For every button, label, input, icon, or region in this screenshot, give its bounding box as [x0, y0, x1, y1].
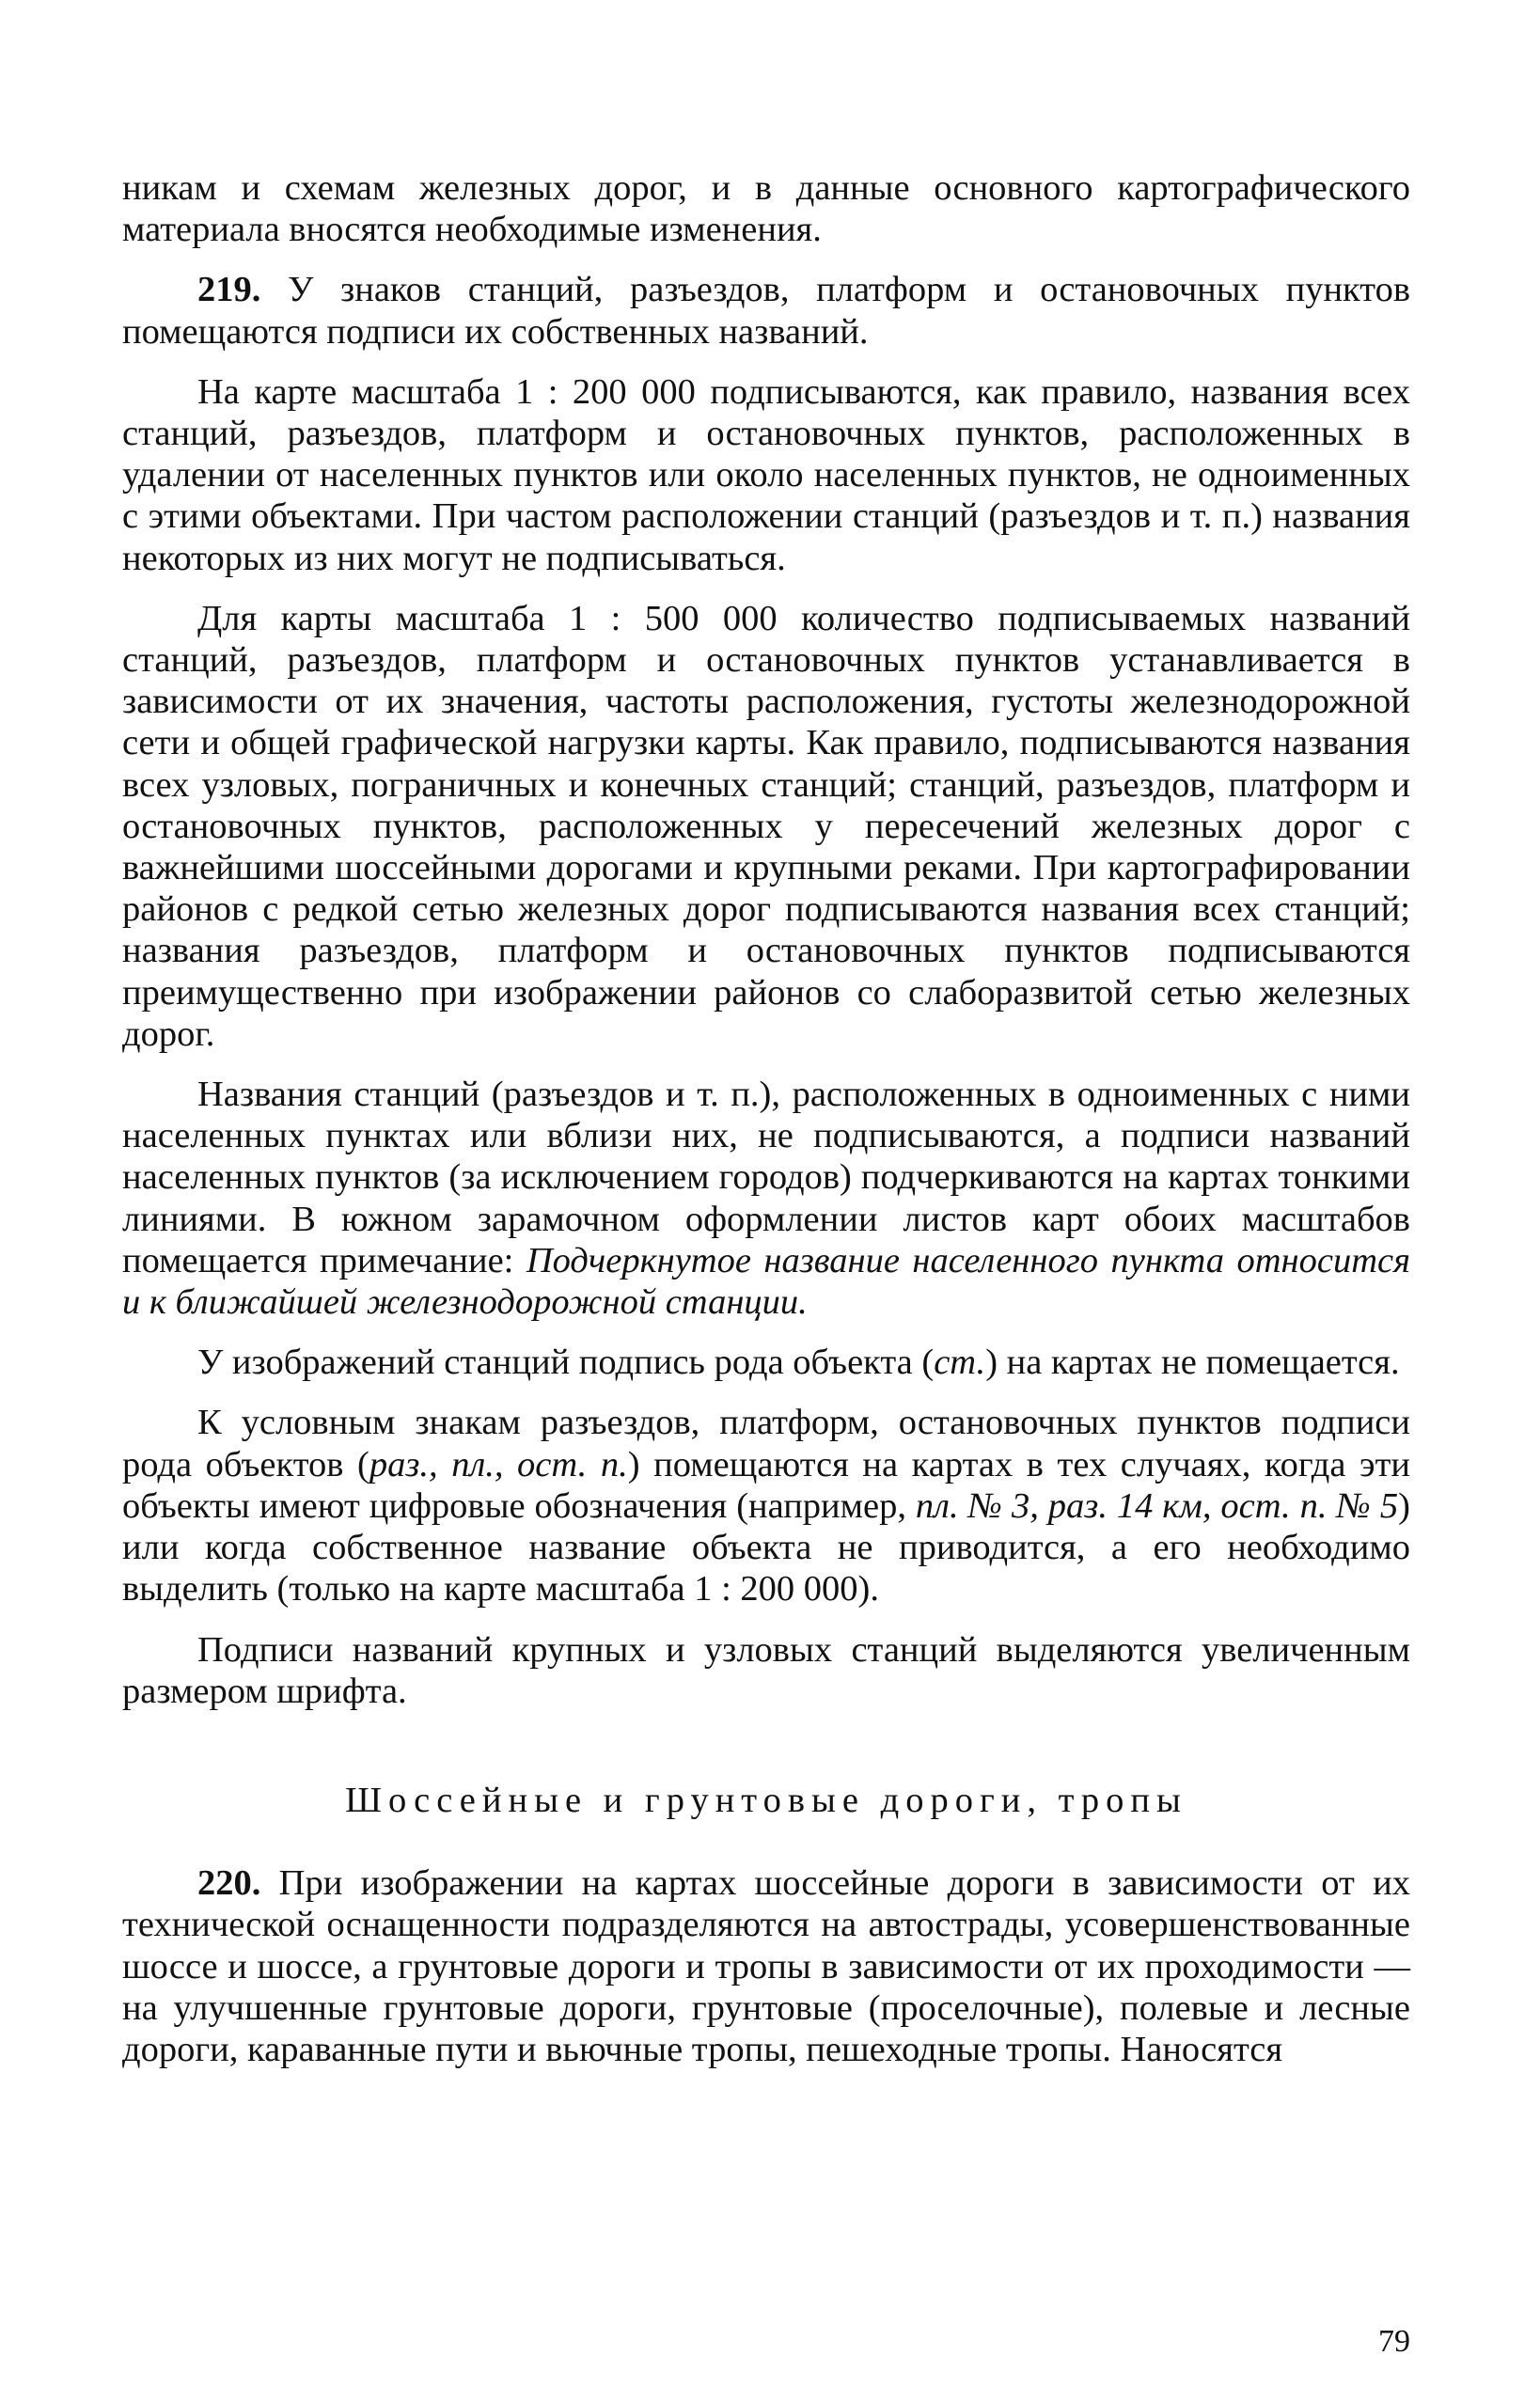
item-number: 220.: [197, 1863, 261, 1904]
paragraph-text: У изображений станций подпись рода объекта (: [197, 1343, 935, 1383]
paragraph-text: К условным знакам разъездов, платформ, остановочных пунктов подписи рода объектов (: [122, 1403, 1410, 1484]
paragraph-220: [122, 1862, 1410, 2070]
paragraph-text: У знаков станций, разъездов, платформ и остановочных пунктов помещаются подписи их собственных названий.: [122, 270, 1410, 352]
page-body: [122, 167, 1410, 2089]
paragraph-text: Подписи названий крупных и узловых станций выделяются увеличенным размером шрифта.: [122, 1629, 1410, 1711]
paragraph-text: Для карты масштаба 1 : 500 000 количество подписываемых названий станций, разъездов, платформ и остановочных пунктов устанавливается в зависимости от их значения, частоты расположения, густоты железнодорожной сети и общей графической нагрузки карты. Как правило, подписываются названия всех узловых, пограничных и конечных станций; станций, разъездов, платформ и остановочных пунктов, расположенных у пересечений железных дорог с важнейшими шоссейными дорогами и крупными реками. При картографировании районов с редкой сетью железных дорог подписываются названия всех станций; названия разъездов, платформ и остановочных пунктов подписываются преимущественно при изображении районов со слаборазвитой сетью железных дорог.: [122, 598, 1410, 1054]
abbrev-italic: раз., пл., ост. п.: [369, 1444, 628, 1484]
page-number: 79: [1378, 2324, 1410, 2359]
paragraph-219: [122, 269, 1410, 352]
paragraph-station-label: [122, 1342, 1410, 1383]
paragraph-text: ) или когда собственное название объекта не приводится, а его необходимо выделить (только на карте масштаба 1 : 200 000).: [122, 1485, 1410, 1610]
note-italic: Подчеркнутое название населенного пункта относится и к ближайшей железнодорожной станции.: [122, 1240, 1410, 1323]
paragraph-large-stations: [122, 1629, 1410, 1712]
paragraph-object-labels: [122, 1402, 1410, 1610]
paragraph-scale-500000: [122, 598, 1410, 1055]
paragraph-text: На карте масштаба 1 : 200 000 подписываются, как правило, названия всех станций, разъездов, платформ и остановочных пунктов, расположенных в удалении от населенных пунктов или около населенных пунктов, не одноименных с этими объектами. При частом расположении станций (разъездов и т. п.) названия некоторых из них могут не подписываться.: [122, 371, 1410, 578]
section-heading: Шоссейные и грунтовые дороги, тропы: [345, 1780, 1187, 1820]
example-italic: пл. № 3, раз. 14 км, ост. п. № 5: [915, 1485, 1399, 1526]
paragraph-text: Названия станций (разъездов и т. п.), расположенных в одноименных с ними населенных пунктах или вблизи них, не подписываются, а подписи названий населенных пунктов (за исключением городов) подчеркиваются на картах тонкими линиями. В южном зарамочном оформлении листов карт обоих масштабов помещается примечание:: [122, 1075, 1410, 1280]
paragraph-text: никам и схемам железных дорог, и в данные основного картографического материала вносятся необходимые изменения.: [122, 168, 1410, 250]
paragraph-scale-200000: [122, 371, 1410, 579]
paragraph-continuation: [122, 167, 1410, 250]
item-number: 219.: [197, 270, 261, 310]
paragraph-text: ) на картах не помещается.: [985, 1343, 1400, 1383]
paragraph-text: При изображении на картах шоссейные дороги в зависимости от их технической оснащенности подразделяются на автострады, усовершенствованные шоссе и шоссе, а грунтовые дороги и тропы в зависимости от их проходимости — на улучшенные грунтовые дороги, грунтовые (проселочные), полевые и лесные дороги, караванные пути и вьючные тропы, пешеходные тропы. Наносятся: [122, 1863, 1410, 2069]
paragraph-text: ) помещаются на картах в тех случаях, когда эти объекты имеют цифровые обозначения (например,: [122, 1444, 1410, 1526]
abbrev-italic: ст.: [934, 1343, 986, 1383]
paragraph-station-names: [122, 1074, 1410, 1323]
